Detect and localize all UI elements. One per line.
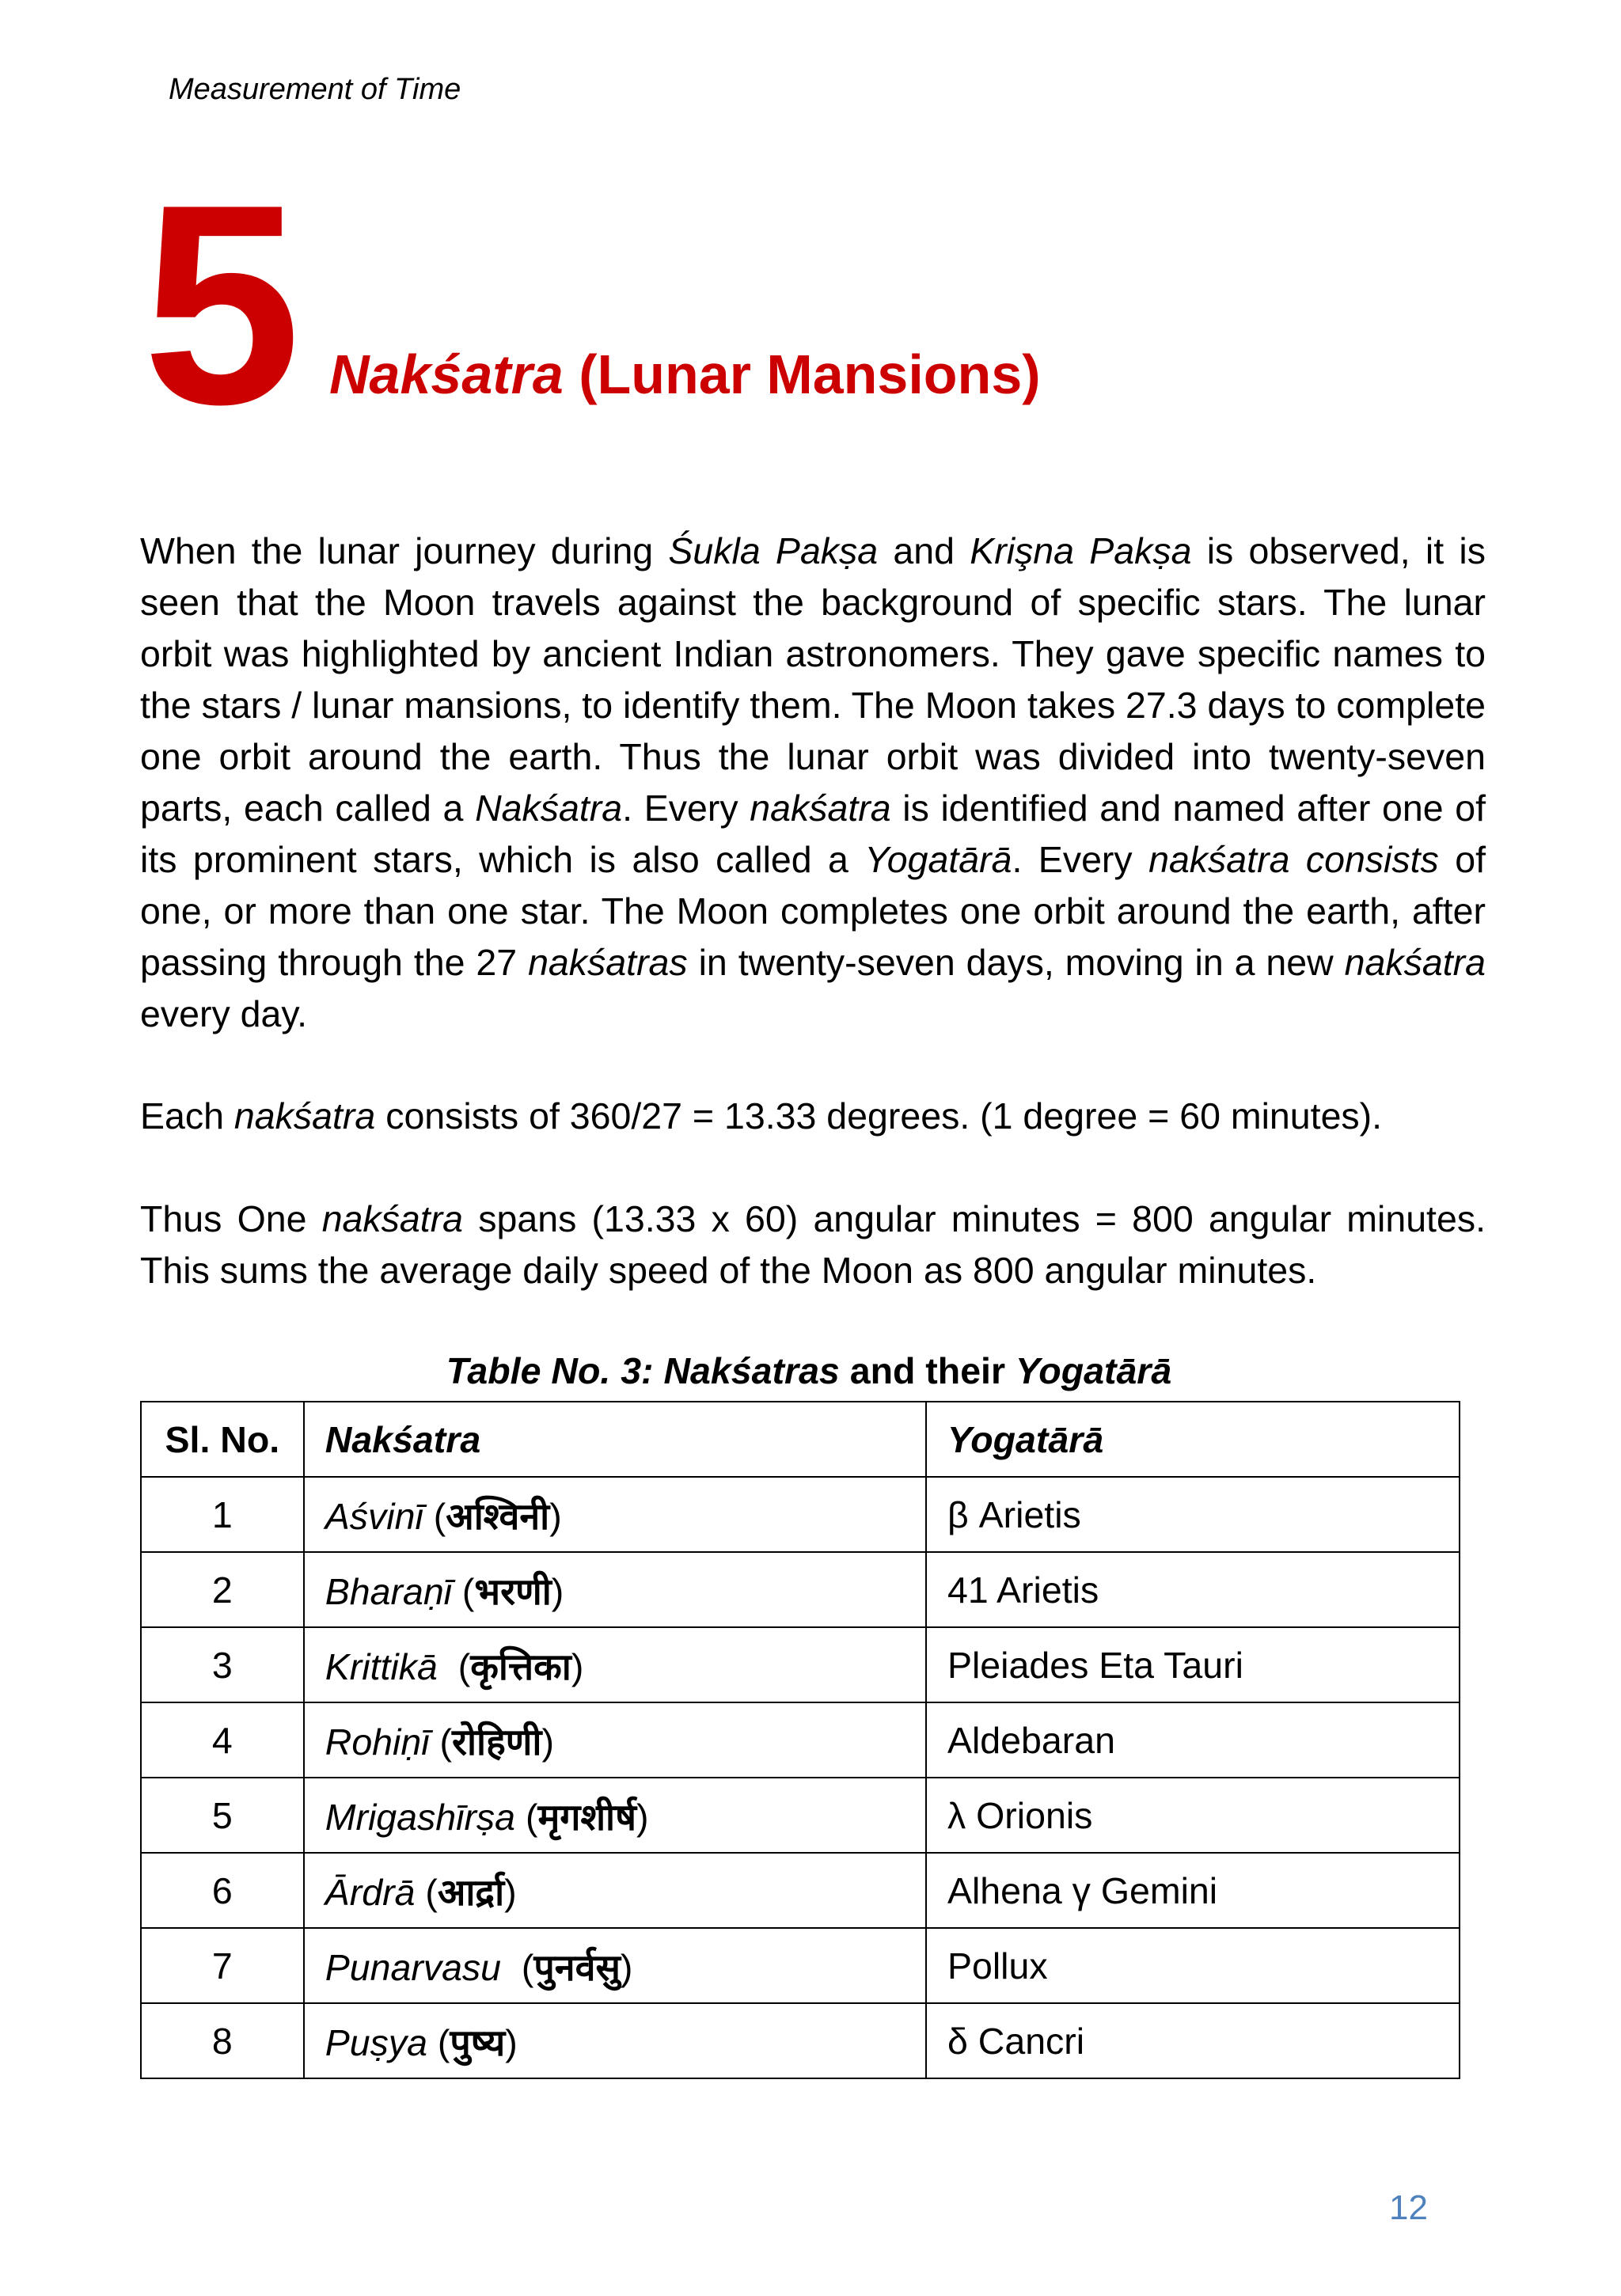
cell-yogatara: Pleiades Eta Tauri (926, 1627, 1460, 1702)
paren-close: ) (551, 1570, 564, 1612)
paren-open: ( (415, 1871, 438, 1913)
paren-close: ) (541, 1721, 554, 1763)
chapter-title-rest: (Lunar Mansions) (563, 343, 1041, 405)
header-yogatara: Yogatārā (926, 1402, 1460, 1477)
text-run: . Every (622, 787, 750, 829)
table-header-row (141, 1402, 1460, 1477)
caption-italic: Yogatārā (1015, 1350, 1172, 1391)
nakshatra-roman: Punarvasu (325, 1946, 502, 1988)
nakshatra-devanagari: आर्द्रा (437, 1870, 505, 1914)
nakshatra-devanagari: मृगशीर्ष (537, 1795, 636, 1839)
paren-open: ( (452, 1570, 475, 1612)
table-row (141, 2003, 1460, 2078)
italic-run: nakśatra (321, 1198, 464, 1239)
caption-italic: Table No. 3: Nakśatras (446, 1350, 840, 1391)
cell-nakshatra (304, 1552, 926, 1627)
cell-nakshatra (304, 1477, 926, 1552)
table-row (141, 1778, 1460, 1853)
nakshatra-devanagari: रोहिणी (451, 1720, 542, 1763)
cell-yogatara: 41 Arietis (926, 1552, 1460, 1627)
cell-nakshatra (304, 2003, 926, 2078)
chapter-title-italic: Nakśatra (329, 343, 564, 405)
text-run: and (878, 530, 970, 571)
cell-nakshatra (304, 1853, 926, 1928)
table-caption (140, 1347, 1478, 1395)
nakshatra-table (140, 1401, 1460, 2079)
cell-sl-no: 2 (141, 1552, 304, 1627)
paren-open: ( (423, 1495, 446, 1537)
table-row (141, 1477, 1460, 1552)
nakshatra-roman: Puṣya (325, 2021, 427, 2063)
cell-sl-no: 1 (141, 1477, 304, 1552)
cell-yogatara: λ Orionis (926, 1778, 1460, 1853)
text-run: of one, or more than one star. The Moon completes one orbit around the earth, after passing through the 27 (140, 839, 1486, 983)
cell-sl-no: 8 (141, 2003, 304, 2078)
paren-close: ) (571, 1645, 584, 1687)
cell-sl-no: 5 (141, 1778, 304, 1853)
cell-yogatara: β Arietis (926, 1477, 1460, 1552)
text-run: Each (140, 1095, 234, 1137)
cell-yogatara: Aldebaran (926, 1702, 1460, 1778)
italic-run: nakśatra consists (1148, 839, 1439, 880)
page-number: 12 (1389, 2188, 1428, 2227)
nakshatra-devanagari: पुनर्वसु (533, 1945, 621, 1989)
paren-open: ( (437, 1645, 471, 1687)
cell-yogatara: Pollux (926, 1928, 1460, 2003)
text-run: in twenty-seven days, moving in a new (687, 942, 1345, 983)
cell-nakshatra (304, 1778, 926, 1853)
italic-run: nakśatra (1344, 942, 1486, 983)
paren-open: ( (501, 1946, 534, 1988)
paragraph-angular-minutes (140, 1194, 1486, 1296)
cell-yogatara: Alhena γ Gemini (926, 1853, 1460, 1928)
nakshatra-devanagari: कृत्तिका (470, 1645, 571, 1688)
italic-run: Yogatārā (864, 839, 1012, 880)
paren-open: ( (429, 1721, 452, 1763)
nakshatra-roman: Aśvinī (325, 1495, 423, 1537)
nakshatra-roman: Mrigashīrṣa (325, 1796, 516, 1838)
caption-text: and their (839, 1350, 1015, 1391)
paren-close: ) (505, 2021, 518, 2063)
table-body (141, 1477, 1460, 2078)
text-run: spans (13.33 x 60) angular minutes = 800 angular minutes. This sums the average daily speed of the Moon as 800 angular minutes. (140, 1198, 1486, 1291)
paragraph-degrees (140, 1091, 1486, 1142)
italic-run: Krişna Pakṣa (970, 530, 1192, 571)
cell-sl-no: 4 (141, 1702, 304, 1778)
paragraph-lunar-journey (140, 526, 1486, 1040)
nakshatra-roman: Ārdrā (325, 1871, 416, 1913)
italic-run: Nakśatra (475, 787, 623, 829)
table-row (141, 1702, 1460, 1778)
table-row (141, 1627, 1460, 1702)
italic-run: nakśatra (750, 787, 891, 829)
cell-nakshatra (304, 1928, 926, 2003)
text-run: Thus One (140, 1198, 322, 1239)
nakshatra-devanagari: भरणी (474, 1569, 552, 1613)
nakshatra-devanagari: पुष्य (450, 2021, 506, 2064)
running-header: Measurement of Time (169, 73, 461, 106)
text-run: consists of 360/27 = 13.33 degrees. (1 degree = 60 minutes). (375, 1095, 1383, 1137)
paren-open: ( (515, 1796, 538, 1838)
text-run: When the lunar journey during (140, 530, 669, 571)
paren-open: ( (427, 2021, 450, 2063)
chapter-title (329, 343, 1041, 405)
header-sl-no: Sl. No. (141, 1402, 304, 1477)
nakshatra-roman: Rohiṇī (325, 1721, 430, 1763)
cell-nakshatra (304, 1627, 926, 1702)
italic-run: nakśatra (233, 1095, 376, 1137)
table-row (141, 1552, 1460, 1627)
cell-sl-no: 7 (141, 1928, 304, 2003)
header-nakshatra: Nakśatra (304, 1402, 926, 1477)
cell-nakshatra (304, 1702, 926, 1778)
cell-sl-no: 6 (141, 1853, 304, 1928)
italic-run: nakśatras (528, 942, 688, 983)
text-run: every day. (140, 993, 308, 1034)
paren-close: ) (636, 1796, 649, 1838)
cell-yogatara: δ Cancri (926, 2003, 1460, 2078)
text-run: is identified and named after one of its prominent stars, which is also called a (140, 787, 1486, 880)
paren-close: ) (549, 1495, 562, 1537)
paren-close: ) (504, 1871, 517, 1913)
nakshatra-devanagari: अश्विनी (446, 1494, 550, 1538)
nakshatra-roman: Krittikā (325, 1645, 438, 1687)
cell-sl-no: 3 (141, 1627, 304, 1702)
text-run: is observed, it is seen that the Moon travels against the background of specific stars. The lunar orbit was highlighted by ancient Indian astronomers. They gave specific names to the stars / lunar mansions, to identify them. The Moon takes 27.3 days to complete one orbit around the earth. Thus the lunar orbit was divided into twenty-seven parts, each called a (140, 530, 1486, 829)
text-run: . Every (1012, 839, 1149, 880)
nakshatra-roman: Bharaṇī (325, 1570, 453, 1612)
table-row (141, 1853, 1460, 1928)
table-row (141, 1928, 1460, 2003)
paren-close: ) (620, 1946, 633, 1988)
chapter-number: 5 (142, 146, 302, 464)
italic-run: Śukla Pakṣa (668, 530, 879, 571)
